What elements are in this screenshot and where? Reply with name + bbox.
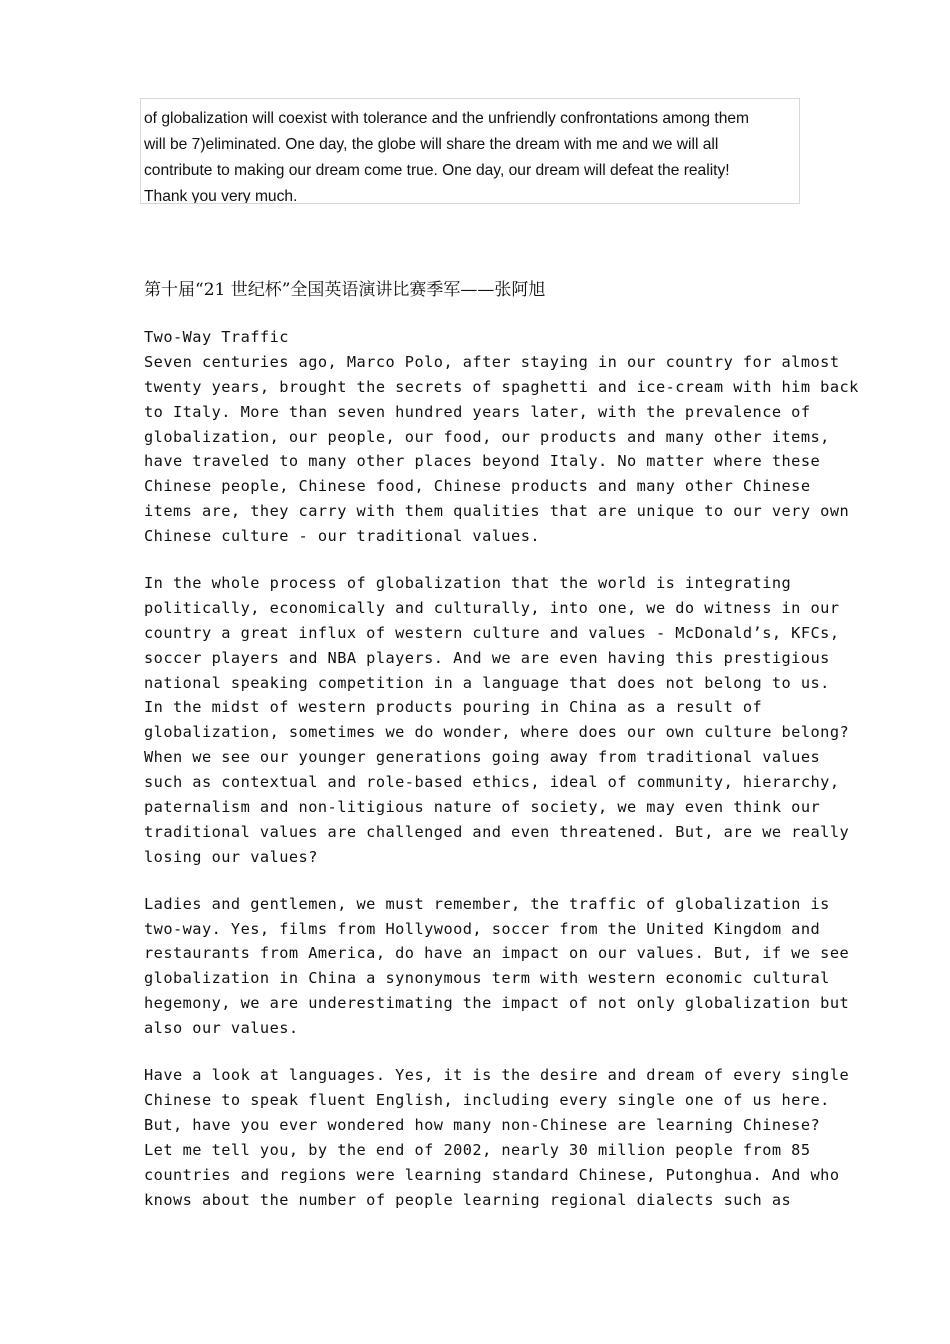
- paragraph-2: [144, 571, 850, 870]
- text-line: Ladies and gentlemen, we must remember, the traffic of globalization is: [144, 894, 830, 913]
- excerpt-box: [140, 98, 800, 204]
- text-line: to Italy. More than seven hundred years later, with the prevalence of: [144, 402, 811, 421]
- paragraph-gap: [144, 1041, 834, 1063]
- text-line: globalization in China a synonymous term with western economic cultural: [144, 969, 830, 988]
- text-line: hegemony, we are underestimating the impact of not only globalization but: [144, 994, 850, 1013]
- text-line: politically, economically and culturally, into one, we do witness in our: [144, 598, 840, 617]
- text-line: Chinese people, Chinese food, Chinese products and many other Chinese: [144, 477, 811, 496]
- paragraph-3: [144, 892, 850, 1041]
- text-line: Chinese culture - our traditional values.: [144, 527, 541, 546]
- text-line: restaurants from America, do have an impact on our values. But, if we see: [144, 944, 850, 963]
- text-line: losing our values?: [144, 847, 318, 866]
- text-line: soccer players and NBA players. And we are even having this prestigious: [144, 648, 830, 667]
- text-line: globalization, our people, our food, our products and many other items,: [144, 427, 830, 446]
- text-line: Seven centuries ago, Marco Polo, after staying in our country for almost: [144, 352, 840, 371]
- text-line: In the midst of western products pouring in China as a result of: [144, 698, 763, 717]
- text-line: have traveled to many other places beyond Italy. No matter where these: [144, 452, 821, 471]
- text-line: items are, they carry with them qualities that are unique to our very own: [144, 502, 850, 521]
- paragraph-1: [144, 350, 859, 549]
- speech-heading: 第十届“21 世纪杯”全国英语演讲比赛季军——张阿旭: [144, 280, 546, 300]
- text-line: twenty years, brought the secrets of spaghetti and ice-cream with him back: [144, 377, 859, 396]
- text-line: But, have you ever wondered how many non-Chinese are learning Chinese?: [144, 1115, 821, 1134]
- speech-body: [144, 325, 859, 1212]
- text-line: Chinese to speak fluent English, including every single one of us here.: [144, 1090, 830, 1109]
- text-line: also our values.: [144, 1019, 299, 1038]
- excerpt-line: Thank you very much.: [144, 188, 298, 204]
- text-line: knows about the number of people learning regional dialects such as: [144, 1190, 792, 1209]
- text-line: globalization, sometimes we do wonder, where does our own culture belong?: [144, 723, 850, 742]
- text-line: such as contextual and role-based ethics, ideal of community, hierarchy,: [144, 773, 840, 792]
- text-line: paternalism and non-litigious nature of society, we may even think our: [144, 798, 821, 817]
- text-line: When we see our younger generations going away from traditional values: [144, 748, 821, 767]
- text-line: country a great influx of western culture and values - McDonald’s, KFCs,: [144, 623, 840, 642]
- paragraph-gap: [144, 549, 834, 571]
- excerpt-line: of globalization will coexist with tolerance and the unfriendly confrontations among them: [144, 110, 750, 127]
- excerpt-line: will be 7)eliminated. One day, the globe will share the dream with me and we will all: [144, 136, 719, 153]
- text-line: two-way. Yes, films from Hollywood, soccer from the United Kingdom and: [144, 919, 821, 938]
- text-line: national speaking competition in a language that does not belong to us.: [144, 673, 830, 692]
- excerpt-line: contribute to making our dream come true. One day, our dream will defeat the reality!: [144, 162, 730, 179]
- paragraph-gap: [144, 870, 834, 892]
- text-line: countries and regions were learning standard Chinese, Putonghua. And who: [144, 1165, 840, 1184]
- paragraph-4: [144, 1063, 850, 1212]
- text-line: In the whole process of globalization that the world is integrating: [144, 574, 792, 593]
- speech-title: Two-Way Traffic: [144, 328, 289, 346]
- text-line: traditional values are challenged and even threatened. But, are we really: [144, 822, 850, 841]
- text-line: Let me tell you, by the end of 2002, nearly 30 million people from 85: [144, 1140, 811, 1159]
- text-line: Have a look at languages. Yes, it is the desire and dream of every single: [144, 1066, 850, 1085]
